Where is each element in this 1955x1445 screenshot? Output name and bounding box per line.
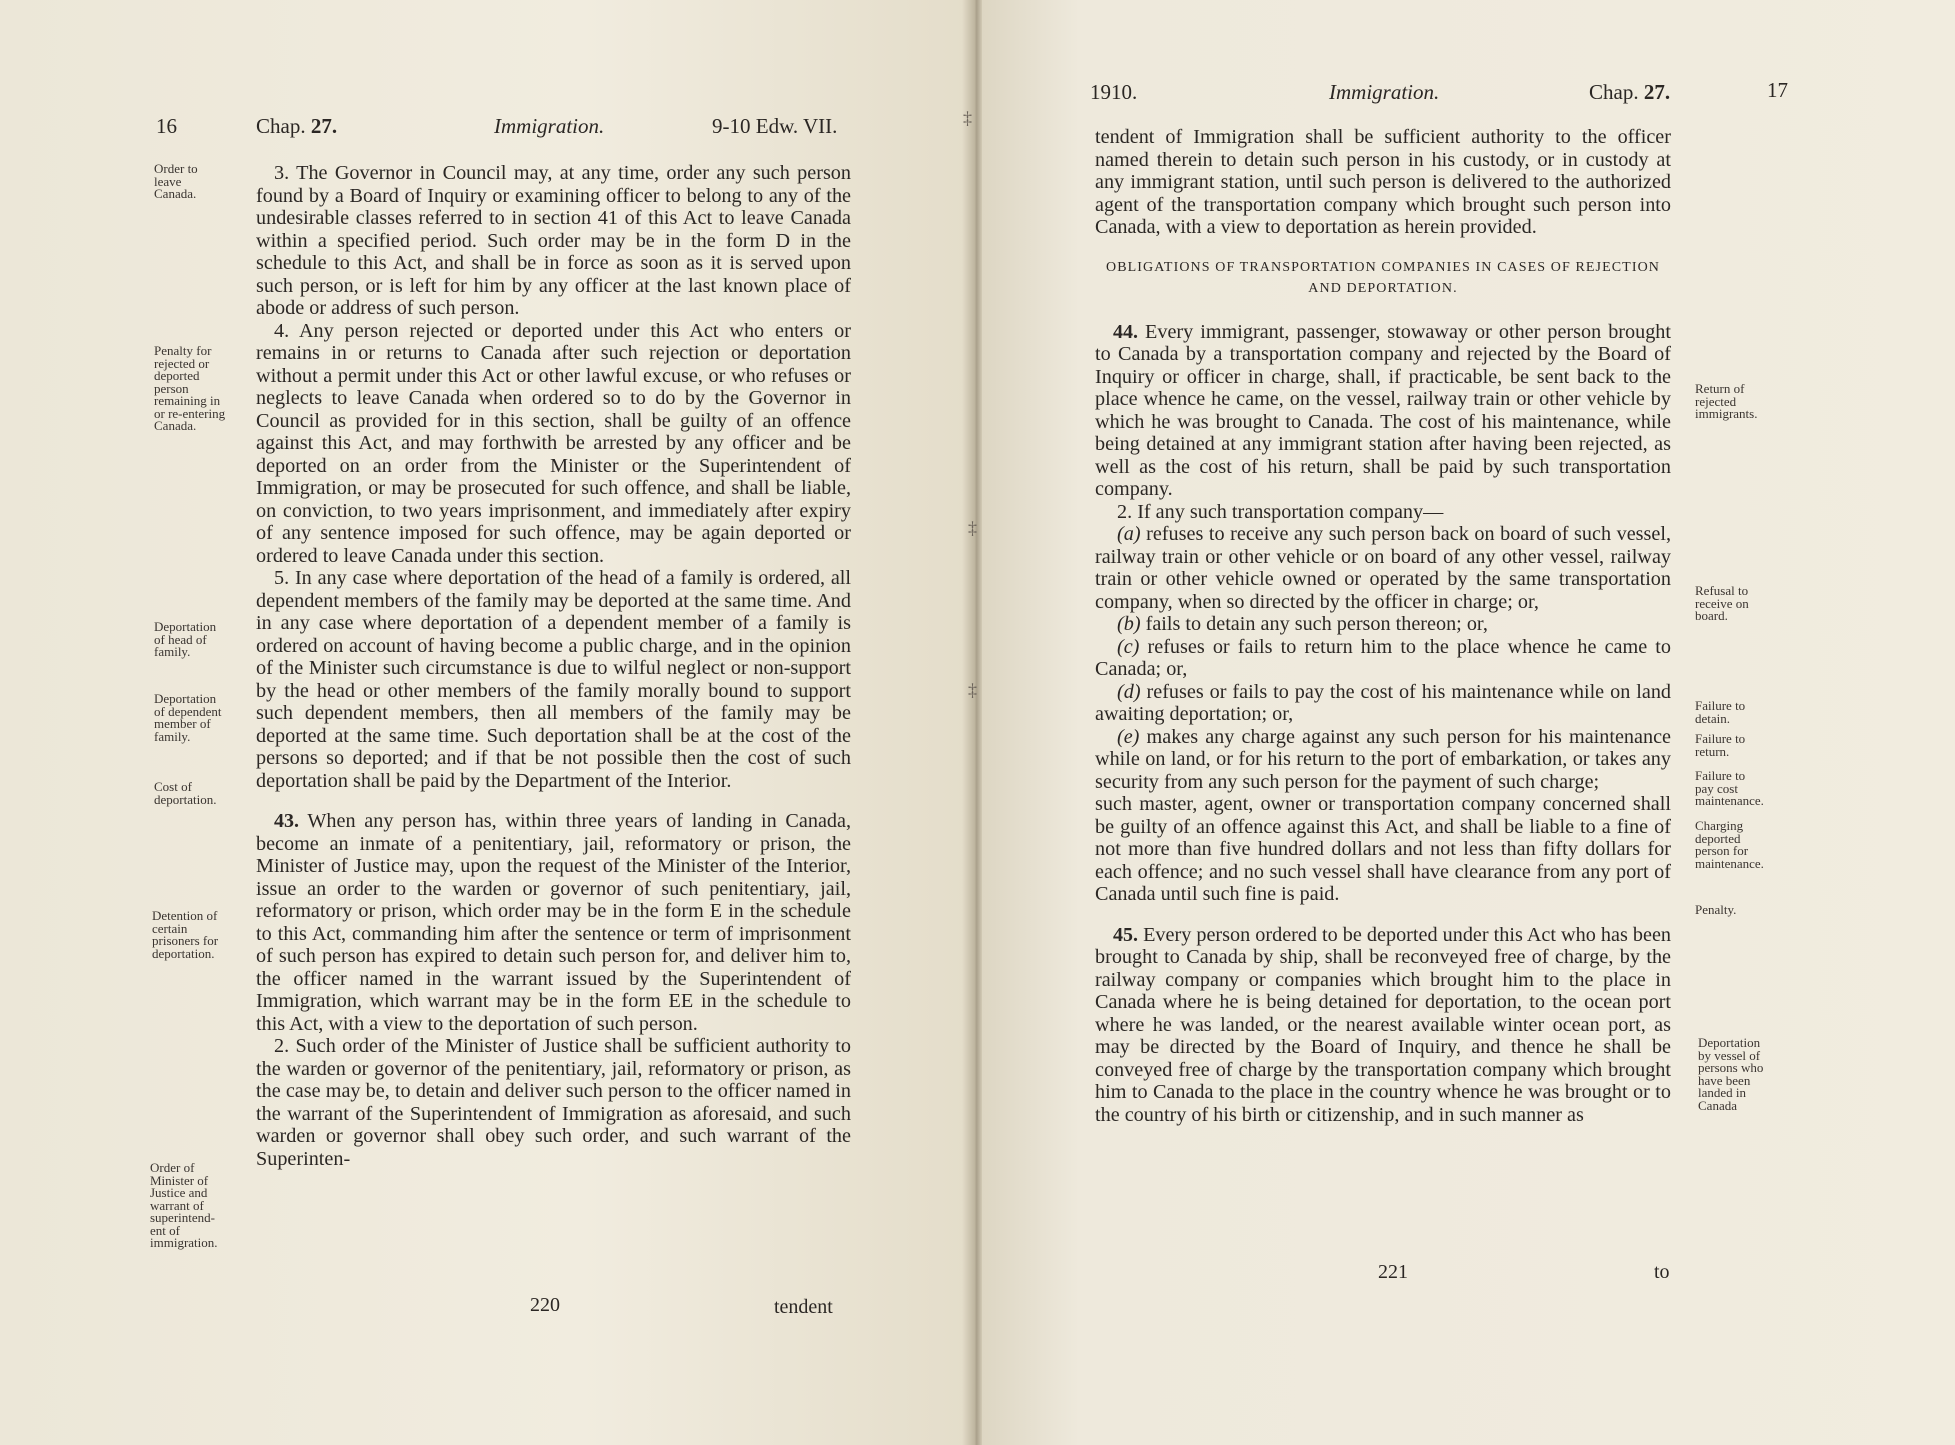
paragraph-sub5: 5. In any case where deportation of the head of a family is ordered, all dependent members of the family may be deported at the same time. And in any case where deportation of a dependent member of a family is ordered on account of having become a public charge, and in the opinion of the Minister such circumstance is due to wilful neglect or non-support by the head or other members of the family morally bound to support such dependent members, then all members of the family may be deported at the same time. Such deportation shall be at the cost of the persons so deported; and if that be not possible then the cost of such deportation shall be paid by the Department of the Interior. <box>256 567 851 792</box>
right-page <box>982 0 1955 1445</box>
margin-note-cost-deportation: Cost of deportation. <box>154 779 217 807</box>
clause-a: (a) refuses to receive any such person back on board of such vessel, railway train or other vehicle or on board of any other vessel, railway train or other vehicle owned or operated by the same transportation company, when so directed by the officer in charge; or, <box>1095 523 1672 613</box>
clause-e: (e) makes any charge against any such person for his maintenance while on land, or for his return to the port of embarkation, or takes any security from any such person for the payment of such charge; <box>1095 725 1671 793</box>
paragraph-sub3: 3. The Governor in Council may, at any time, order any such person found by a Board of Inquiry or examining officer to belong to any of the undesirable classes referred to in section 41 of this Act to leave Canada within a specified period. Such order may be in the form D in the schedule to this Act, and shall be in force as soon as it is served upon such person, or is left for him by any officer at the last known place of abode or address of such person. <box>256 162 851 319</box>
left-catchword: tendent <box>774 1296 833 1318</box>
section-45-number: 45. <box>1113 923 1138 946</box>
right-running-head <box>982 0 1955 110</box>
margin-note-penalty-rejected: Penalty for rejected or deported person remaining in or re-entering Canada. <box>154 343 226 433</box>
left-running-head <box>0 0 970 140</box>
left-chapter-label: Chap. 27. <box>256 114 338 138</box>
margin-note-order-minister: Order of Minister of Justice and warrant of superintend- ent of immigration. <box>150 1160 218 1250</box>
right-folio: 221 <box>1378 1261 1408 1283</box>
margin-note-refusal-receive: Refusal to receive on board. <box>1695 583 1749 623</box>
gutter-mark: ‡ <box>968 680 977 700</box>
section-43-sub2: 2. Such order of the Minister of Justice shall be sufficient authority to the warden or governor of the penitentiary, jail, reformatory or prison, as the case may be, to detain and deliver such person to the officer named in the warrant of the Superintendent of Immigration as aforesaid, and such warden or governor shall obey such order, and such warrant of the Superinten- <box>256 1035 851 1170</box>
margin-note-failure-return: Failure to return. <box>1695 731 1746 759</box>
section-44-sub2: 2. If any such transportation company— <box>1117 500 1444 523</box>
right-chapter-number: 27. <box>1643 80 1671 104</box>
clause-b: (b) fails to detain any such person thereon; or, <box>1117 613 1488 635</box>
left-regnal-year: 9-10 Edw. VII. <box>712 114 838 138</box>
left-chapter-number: 27. <box>310 114 338 138</box>
right-chapter-label: Chap. 27. <box>1589 80 1671 104</box>
right-catchword: to <box>1654 1261 1670 1283</box>
left-page <box>0 0 970 1445</box>
margin-note-detention-prisoners: Detention of certain prisoners for deportation. <box>152 908 219 961</box>
left-running-title: Immigration. <box>494 114 605 138</box>
paragraph-sub4: 4. Any person rejected or deported under this Act who enters or remains in or returns to Canada after such rejection or deportation without a permit under this Act or other lawful excuse, or who refuses or neglects to leave Canada when ordered so to do by the Governor in Council as provided for in this section, shall be guilty of an offence against this Act, and may forthwith be arrested by any officer and be deported on an order from the Minister or the Superintendent of Immigration, or may be prosecuted for such offence, and shall be liable, on conviction, to two years imprisonment, and immediately after expiry of any sentence imposed for such offence, may be again deported or ordered to leave Canada under this section. <box>256 319 851 567</box>
clause-c: (c) refuses or fails to return him to the place whence he came to Canada; or, <box>1095 635 1671 680</box>
section-45 <box>1095 924 1671 1127</box>
section-heading: OBLIGATIONS OF TRANSPORTATION COMPANIES IN CASES OF REJECTION AND DEPORTATION. <box>1105 259 1661 296</box>
gutter-mark: ‡ <box>968 518 977 538</box>
section-43 <box>256 810 851 1035</box>
penalty-paragraph: such master, agent, owner or transportation company concerned shall be guilty of an offence against this Act, and shall be liable to a fine of not more than five hundred dollars and not less than fifty dollars for each offence; and no such vessel shall have clearance from any port of Canada until such fine is paid. <box>1095 793 1671 905</box>
clause-d: (d) refuses or fails to pay the cost of his maintenance while on land awaiting deportation; or, <box>1095 680 1672 725</box>
right-text-column <box>1095 126 1671 1126</box>
margin-note-deportation-dependent: Deportation of dependent member of family. <box>154 691 222 744</box>
margin-note-failure-pay: Failure to pay cost maintenance. <box>1695 768 1764 808</box>
margin-note-deportation-head: Deportation of head of family. <box>154 619 217 659</box>
margin-note-order-to-leave: Order to leave Canada. <box>154 161 198 201</box>
section-43-text: When any person has, within three years of landing in Canada, become an inmate of a penitentiary, jail, reformatory or prison, the Minister of Justice may, upon the request of the Minister of the Interior, issue an order to the warden or governor of such penitentiary, jail, reformatory or prison, which order may be in the form E in the schedule to this Act, commanding him after the sentence or term of imprisonment of such person has expired to detain such person for, and deliver him to, the officer named in the warrant issued by the Superintendent of Immigration, which warrant may be in the form EE in the schedule to this Act, with a view to the deportation of such person. <box>256 810 851 1035</box>
margin-note-deportation-vessel: Deportation by vessel of persons who have been landed in Canada <box>1698 1035 1764 1113</box>
margin-note-failure-detain: Failure to detain. <box>1695 698 1746 726</box>
left-page-number: 16 <box>156 114 177 138</box>
margin-note-return-rejected: Return of rejected immigrants. <box>1695 381 1758 421</box>
section-43-number: 43. <box>274 810 299 832</box>
margin-note-penalty: Penalty. <box>1695 902 1737 917</box>
continuation-paragraph: tendent of Immigration shall be sufficient authority to the officer named therein to detain such person in his custody, or in custody at any immigrant station, until such person is delivered to the authorized agent of the transportation company which brought such person into Canada, with a view to deportation as herein provided. <box>1095 126 1671 238</box>
left-folio: 220 <box>530 1294 560 1316</box>
gutter-mark: ‡ <box>963 108 972 128</box>
section-44 <box>1095 321 1671 501</box>
right-running-title: Immigration. <box>1329 80 1440 104</box>
section-44-number: 44. <box>1113 320 1138 343</box>
right-year: 1910. <box>1090 80 1138 104</box>
left-text-column <box>256 162 851 1170</box>
section-45-text: Every person ordered to be deported under this Act who has been brought to Canada by ship, shall be reconveyed free of charge, by the railway company or companies which brought him to the place in Canada where he is being detained for deportation, to the ocean port where he was landed, or the nearest available winter ocean port, as may be directed by the Board of Inquiry, and thence he shall be conveyed free of charge by the transportation company which brought him to Canada to the place in the country whence he was brought or to the country of his birth or citizenship, and in such manner as <box>1095 923 1671 1126</box>
section-44-text: Every immigrant, passenger, stowaway or other person brought to Canada by a transportation company and rejected by the Board of Inquiry or officer in charge, shall, if practicable, be sent back to the place whence he came, on the vessel, railway train or other vehicle by which he was brought to Canada. The cost of his maintenance, while being detained at any immigrant station after having been rejected, as well as the cost of his return, shall be paid by such transportation company. <box>1095 320 1671 500</box>
right-page-number: 17 <box>1767 78 1788 102</box>
margin-note-charging-deported: Charging deported person for maintenance. <box>1695 818 1764 871</box>
